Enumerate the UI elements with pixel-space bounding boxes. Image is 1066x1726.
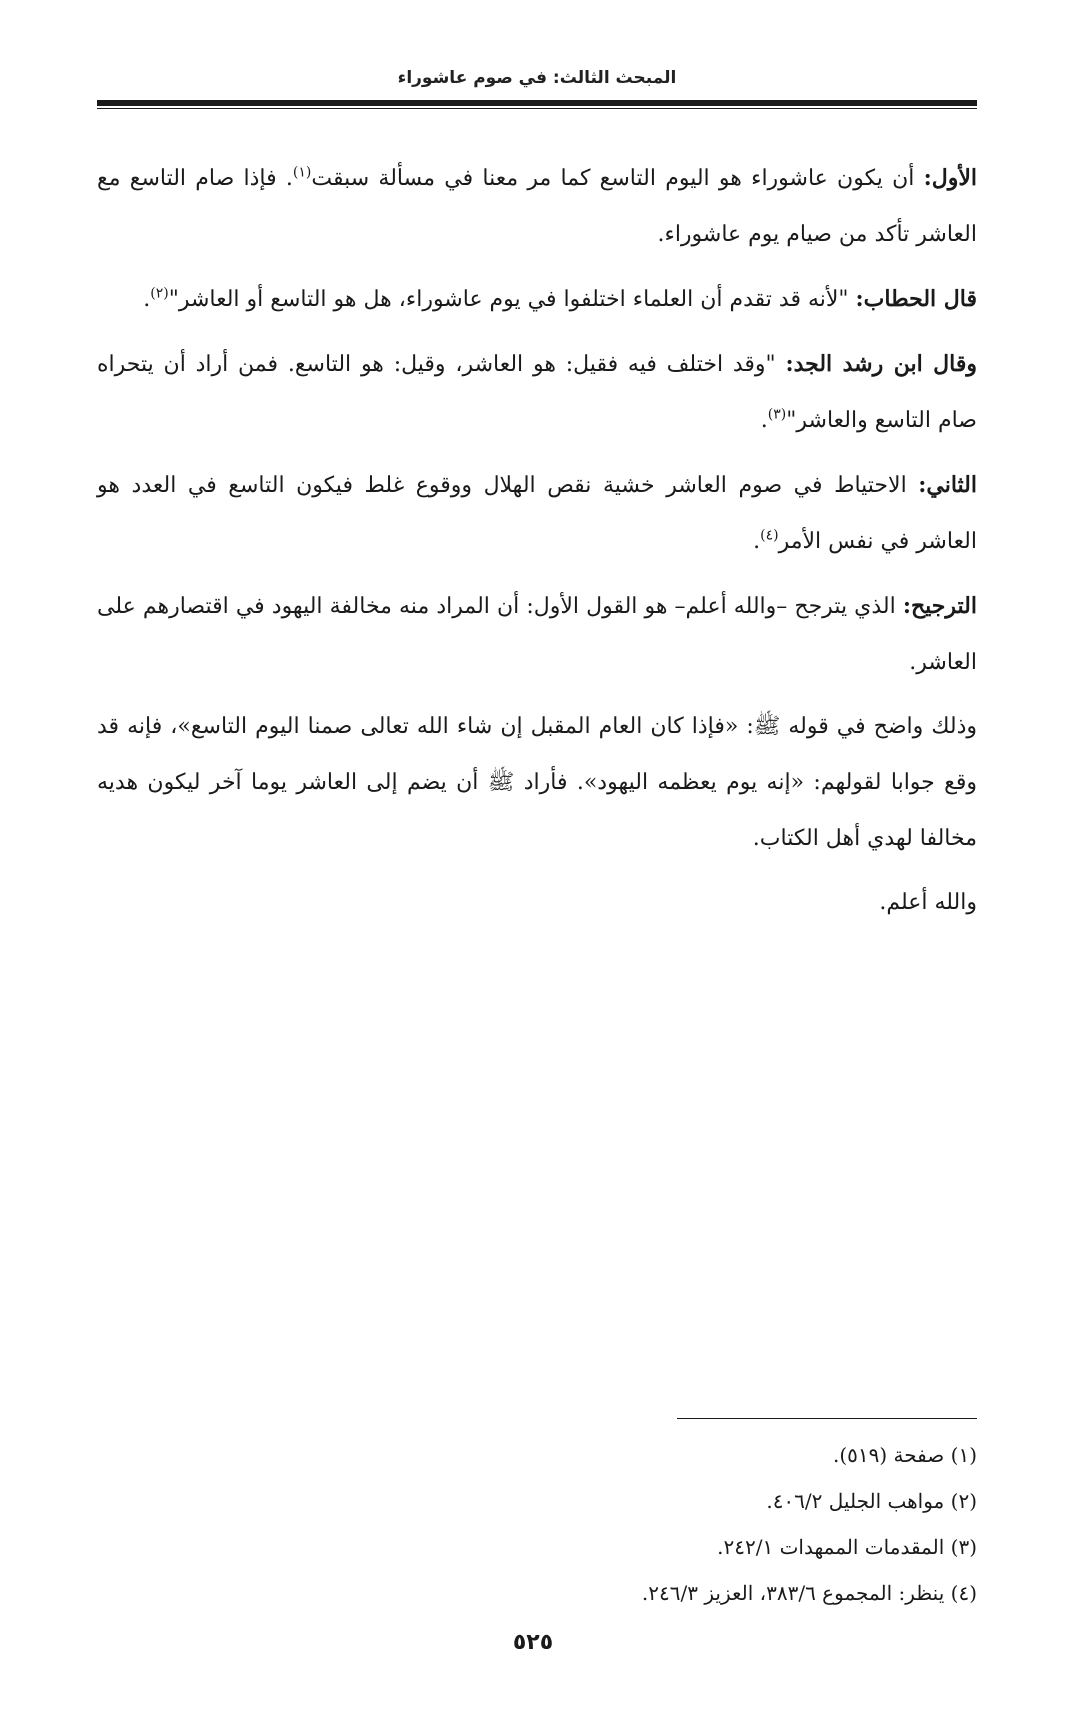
paragraph-lead: الأول: (923, 165, 977, 191)
paragraph-text: الذي يترجح –والله أعلم– هو القول الأول: أن المراد منه مخالفة اليهود في اقتصارهم على العاشر. (97, 594, 977, 675)
body-text (97, 150, 977, 939)
footnote-2: (٢) مواهب الجليل ٤٠٦/٢. (766, 1489, 977, 1513)
footnote-3: (٣) المقدمات الممهدات ٢٤٢/١. (717, 1535, 977, 1559)
paragraph-explanation (97, 699, 977, 867)
footnote-ref[interactable]: (٣) (767, 406, 787, 423)
paragraph-closing (97, 875, 977, 931)
paragraph-lead: الثاني: (918, 472, 977, 498)
paragraph-lead: وقال ابن رشد الجد: (785, 351, 977, 377)
paragraph-text: "لأنه قد تقدم أن العلماء اختلفوا في يوم عاشوراء، هل هو التاسع أو العاشر" (168, 287, 856, 312)
running-header: المبحث الثالث: في صوم عاشوراء (397, 68, 677, 88)
paragraph-preference (97, 578, 977, 691)
paragraph-lead: قال الحطاب: (855, 286, 977, 312)
footnote-1: (١) صفحة (٥١٩). (832, 1443, 977, 1467)
paragraph-tail: . فإذا صام التاسع مع العاشر تأكد من صيام يوم عاشوراء. (97, 166, 977, 247)
footnote-separator (677, 1418, 977, 1419)
paragraph-tail: . (143, 287, 151, 312)
paragraph-text: وذلك واضح في قوله ﷺ: «فإذا كان العام المقبل إن شاء الله تعالى صمنا اليوم التاسع»، فإنه قد وقع جوابا لقولهم: «إنه يوم يعظمه اليهود». فأراد ﷺ أن يضم إلى العاشر يوما آخر ليكون هديه مخالفا لهدي أهل الكتاب. (97, 714, 977, 851)
footnotes (97, 1432, 977, 1616)
footnote-ref[interactable]: (٤) (760, 527, 779, 544)
paragraph-lead: الترجيح: (902, 593, 977, 619)
page-number: ٥٢٥ (512, 1630, 554, 1655)
paragraph-tail: . (753, 529, 761, 554)
paragraph-text: أن يكون عاشوراء هو اليوم التاسع كما مر معنا في مسألة سبقت (311, 166, 924, 191)
paragraph-text: "وقد اختلف فيه فقيل: هو العاشر، وقيل: هو التاسع. فمن أراد أن يتحراه صام التاسع والعاشر" (97, 352, 977, 433)
header-rule-thin (97, 108, 977, 109)
paragraph-text: والله أعلم. (879, 890, 977, 915)
footnote-4: (٤) ينظر: المجموع ٣٨٣/٦، العزيز ٢٤٦/٣. (641, 1581, 977, 1605)
paragraph-hattab-quote (97, 271, 977, 328)
header-rule-thick (97, 100, 977, 106)
paragraph-text: الاحتياط في صوم العاشر خشية نقص الهلال ووقوع غلط فيكون التاسع في العدد هو العاشر في نفس الأمر (97, 473, 977, 554)
paragraph-tail: . (760, 408, 768, 433)
footnote-ref[interactable]: (٢) (150, 285, 169, 302)
paragraph-first-reason (97, 150, 977, 263)
paragraph-second-reason (97, 457, 977, 570)
footnote-ref[interactable]: (١) (292, 164, 312, 181)
paragraph-ibn-rushd-quote (97, 336, 977, 449)
